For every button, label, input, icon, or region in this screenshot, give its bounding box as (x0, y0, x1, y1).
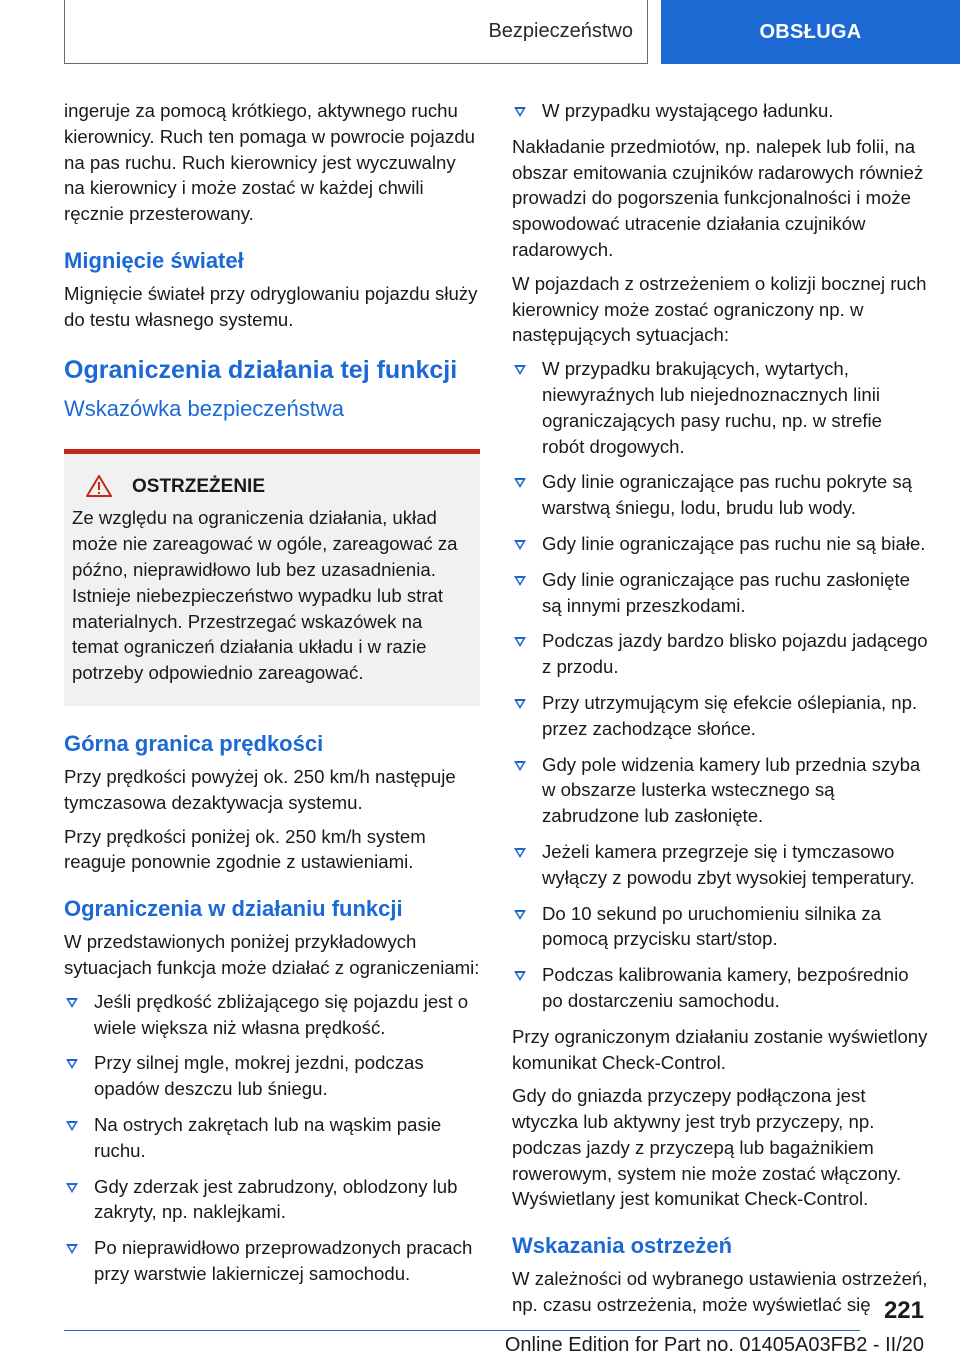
list-item: W przypadku brakujących, wytartych, niewyraźnych lub niejednoznacznych linii ograniczających pasy ruchu, np. w strefie robót drogowych. (512, 356, 928, 459)
list-item: Jeśli prędkość zbliżającego się pojazdu jest o wiele większa niż własna prędkość. (64, 989, 480, 1041)
restrictions-list (64, 989, 480, 1287)
side-collision-list (512, 356, 928, 1014)
paragraph-stickers: Nakładanie przedmiotów, np. nalepek lub folii, na obszar emitowania czujników radarowych również prowadzi do pogorszenia funkcjonalności i może spowodować utracenie działania czujników radarowych. (512, 135, 924, 260)
heading-speed-limit: Górna granica prędkości (64, 730, 324, 756)
warning-text: Ze względu na ograniczenia działania, układ może nie zareagować w ogóle, zareagować za późno, nieprawidłowo lub bez uzasadnienia. Istnieje niebezpieczeństwo wypadku lub strat materialnych. Przestrzegać wskazówek na temat ograniczeń działania układu i w razie potrzeby odpowiednio zareagować. (72, 507, 458, 684)
list-item: Gdy linie ograniczające pas ruchu nie są białe. (512, 531, 928, 557)
bullet-triangle-icon (514, 848, 526, 858)
list-item: Podczas jazdy bardzo blisko pojazdu jadącego z przodu. (512, 628, 928, 680)
bullet-triangle-icon (514, 576, 526, 586)
warning-header (72, 474, 472, 500)
heading-safety-note: Wskazówka bezpieczeństwa (64, 395, 345, 421)
page-header (0, 0, 960, 66)
list-item: Przy silnej mgle, mokrej jezdni, podczas opadów deszczu lub śniegu. (64, 1050, 480, 1102)
list-item: Po nieprawidłowo przeprowadzonych pracach przy warstwie lakierniczej samochodu. (64, 1235, 480, 1287)
list-item: Jeżeli kamera przegrzeje się i tymczasowo wyłączy z powodu zbyt wysokiej temperatury. (512, 839, 928, 891)
paragraph-side-collision: W pojazdach z ostrzeżeniem o kolizji bocznej ruch kierownicy może zostać ograniczony np. w następujących sytuacjach: (512, 272, 927, 346)
bullet-triangle-icon (66, 1183, 78, 1193)
bullet-triangle-icon (514, 761, 526, 771)
right-column (512, 98, 928, 1326)
bullet-triangle-icon (66, 1121, 78, 1131)
paragraph-speed-below: Przy prędkości poniżej ok. 250 km/h system reaguje ponownie zgodnie z ustawieniami. (64, 825, 426, 873)
list-item: Gdy linie ograniczające pas ruchu pokryte są warstwą śniegu, lodu, brudu lub wody. (512, 469, 928, 521)
paragraph-speed-above: Przy prędkości powyżej ok. 250 km/h następuje tymczasowa dezaktywacja systemu. (64, 765, 456, 813)
list-item: Gdy linie ograniczające pas ruchu zasłonięte są innymi przeszkodami. (512, 567, 928, 619)
bullet-triangle-icon (514, 637, 526, 647)
bullet-triangle-icon (514, 478, 526, 488)
list-item: Gdy pole widzenia kamery lub przednia szyba w obszarze lusterka wstecznego są zabrudzone lub zasłonięte. (512, 752, 928, 829)
warning-box (64, 449, 480, 706)
bullet-triangle-icon (66, 998, 78, 1008)
page-number: 221 (883, 1297, 924, 1324)
bullet-triangle-icon (514, 699, 526, 709)
bullet-triangle-icon (514, 540, 526, 550)
list-item: Przy utrzymującym się efekcie oślepiania, np. przez zachodzące słońce. (512, 690, 928, 742)
heading-light-flash: Mignięcie świateł (64, 247, 244, 273)
paragraph-warnings: W zależności od wybranego ustawienia ostrzeżeń, np. czasu ostrzeżenia, może wyświetlać się (512, 1268, 928, 1316)
paragraph-light-flash: Mignięcie świateł przy odryglowaniu pojazdu służy do testu własnego systemu. (64, 282, 478, 330)
list-item: W przypadku wystającego ładunku. (512, 98, 928, 124)
paragraph-trailer: Gdy do gniazda przyczepy podłączona jest wtyczka lub aktywny jest tryb przyczepy, np. podczas jazdy z przyczepą lub bagażnikiem rowerowym, system nie może zostać włączony. Wyświetlany jest komunikat Check-Control. (512, 1085, 902, 1210)
bullet-triangle-icon (514, 910, 526, 920)
list-item: Do 10 sekund po uruchomieniu silnika za pomocą przycisku start/stop. (512, 901, 928, 953)
bullet-triangle-icon (514, 365, 526, 375)
heading-function-restrictions: Ograniczenia w działaniu funkcji (64, 896, 403, 922)
list-item: Podczas kalibrowania kamery, bezpośrednio po dostarczeniu samochodu. (512, 962, 928, 1014)
list-item: Gdy zderzak jest zabrudzony, oblodzony lub zakryty, np. naklejkami. (64, 1174, 480, 1226)
footer-edition: Online Edition for Part no. 01405A03FB2 - II/20 (504, 1334, 924, 1356)
left-column (64, 98, 480, 1297)
bullet-triangle-icon (514, 107, 526, 117)
paragraph-intro: ingeruje za pomocą krótkiego, aktywnego ruchu kierownicy. Ruch ten pomaga w powrocie pojazdu na pas ruchu. Ruch kierownicy jest wyczuwalny na kierownicy i może zostać w każdej chwili ręcznie przesterowany. (64, 100, 475, 225)
heading-function-limits: Ograniczenia działania tej funkcji (64, 355, 458, 384)
bullet-triangle-icon (66, 1244, 78, 1254)
paragraph-check-control: Przy ograniczonym działaniu zostanie wyświetlony komunikat Check-Control. (512, 1025, 928, 1073)
warning-title: OSTRZEŻENIE (132, 475, 266, 497)
bullet-triangle-icon (66, 1059, 78, 1069)
top-list (512, 98, 928, 124)
list-item: Na ostrych zakrętach lub na wąskim pasie ruchu. (64, 1112, 480, 1164)
warning-triangle-icon (86, 475, 112, 497)
section-tab: Bezpieczeństwo (64, 0, 648, 64)
bullet-triangle-icon (514, 971, 526, 981)
heading-warnings: Wskazania ostrzeżeń (512, 1233, 733, 1259)
chapter-tab: OBSŁUGA (661, 0, 960, 64)
paragraph-restrictions: W przedstawionych poniżej przykładowych sytuacjach funkcja może działać z ograniczeniami: (64, 931, 480, 978)
footer-divider (64, 1330, 860, 1331)
